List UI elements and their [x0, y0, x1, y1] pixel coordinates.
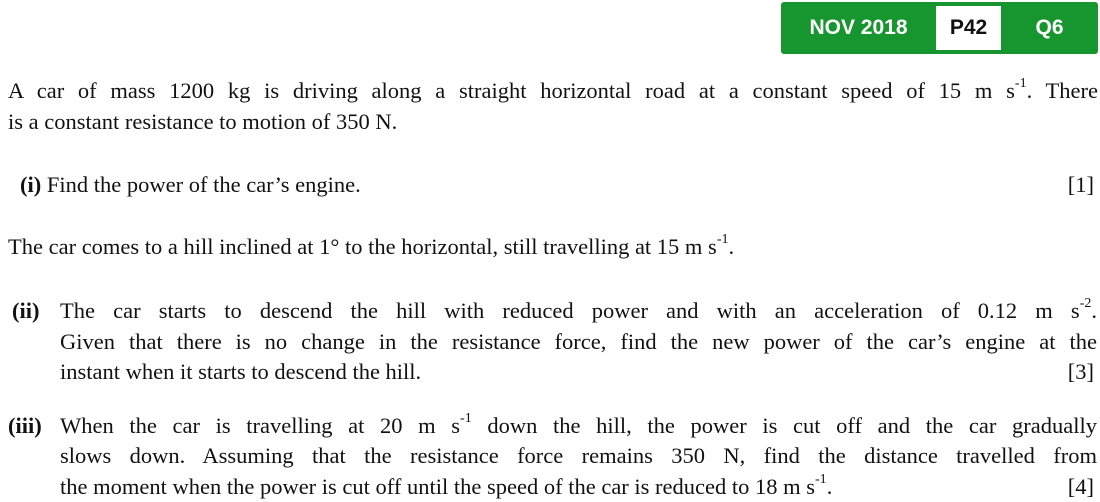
hill-text-a: The car comes to a hill inclined at 1° to the horizontal, still travelling at 15 m s [8, 234, 717, 259]
intro-text-b: . There [1026, 78, 1098, 103]
part-iii-line-2: slows down. Assuming that the resistance force remains 350 N, find the distance travelled from [60, 443, 1097, 468]
intro-text-a: A car of mass 1200 kg is driving along a straight horizontal road at a constant speed of 15 m s [8, 78, 1015, 103]
part-ii-line-1 [60, 296, 1097, 326]
part-ii-text-c: instant when it starts to descend the hill. [60, 359, 422, 384]
part-iii-text-b: down the hill, the power is cut off and the car gradually [471, 413, 1097, 438]
question-badge [781, 2, 1098, 54]
part-i-marks: [1] [1067, 172, 1094, 197]
hill-statement [8, 232, 1098, 262]
part-ii-number [12, 296, 60, 326]
part-iii-line-3 [60, 472, 1096, 502]
part-i [20, 170, 1096, 200]
part-iii-label: (iii) [8, 413, 42, 438]
part-ii-line-2: Given that there is no change in the resistance force, find the new power of the car’s engine at the [60, 329, 1097, 354]
part-iii-text-a: When the car is travelling at 20 m s [60, 413, 461, 438]
intro-superscript: -1 [1014, 75, 1027, 91]
part-ii-line-3 [60, 357, 1096, 387]
part-iii-marks: [4] [1067, 474, 1094, 499]
exam-date-label: NOV 2018 [809, 16, 908, 39]
hill-superscript: -1 [716, 231, 729, 247]
hill-text-b: . [728, 234, 735, 259]
part-ii-superscript: -2 [1079, 295, 1092, 311]
question-number-label: Q6 [1035, 16, 1064, 39]
part-iii-text-c: the moment when the power is cut off until the speed of the car is reduced to 18 m s [60, 474, 816, 499]
part-ii-marks: [3] [1067, 359, 1094, 384]
part-iii-text-d: . [826, 474, 833, 499]
intro-line-2: is a constant resistance to motion of 350 N. [8, 109, 398, 134]
part-ii-text-b: . [1091, 298, 1097, 323]
paper-code-label: P42 [936, 6, 1001, 50]
part-i-number: (i) [20, 172, 42, 197]
part-i-text: Find the power of the car’s engine. [46, 172, 361, 197]
part-iii-line-1 [60, 411, 1097, 441]
intro-line-1 [8, 76, 1098, 106]
part-ii-text-a: The car starts to descend the hill with reduced power and with an acceleration of 0.12 m s [60, 298, 1080, 323]
part-iii-superscript-2: -1 [815, 471, 827, 487]
part-ii-label: (ii) [12, 298, 40, 323]
part-iii-superscript-1: -1 [460, 410, 472, 426]
part-iii-number [8, 411, 60, 441]
